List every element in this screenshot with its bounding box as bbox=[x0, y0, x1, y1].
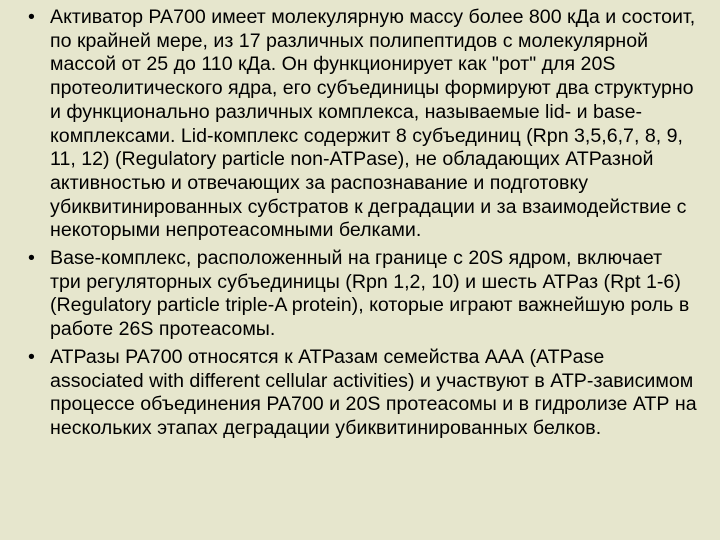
bullet-item-atpases bbox=[28, 346, 698, 441]
bullet-text: АТРазы PA700 относятся к АТРазам семейства ААА (ATPase associated with different cellular activities) и участвуют в АТР-зависимом процессе объединения PA700 и 20S протеасомы и в гидролизе АТР на нескольких этапах деградации убиквитинированных белков. bbox=[50, 345, 697, 439]
bullet-icon: • bbox=[28, 345, 35, 368]
bullet-text: Активатор PA700 имеет молекулярную массу более 800 кДа и состоит, по крайней мере, из 17 различных полипептидов с молекулярной массой от 25 до 110 кДа. Он функционирует как "рот" для 20S протеолитического ядра, его субъединицы формируют два структурно и функционально различных комплекса, называемые lid- и base-комплексами. Lid-комплекс содержит 8 субъединиц (Rpn 3,5,6,7, 8, 9, 11, 12) (Regulatory particle non-ATPase), не обладающих АТРазной активностью и отвечающих за распознавание и подготовку убиквитинированных субстратов к деградации и за взаимодействие с некоторыми непротеасомными белками. bbox=[50, 6, 696, 242]
bullet-list bbox=[28, 6, 698, 441]
bullet-text: Base-комплекс, расположенный на границе с 20S ядром, включает три регуляторных субъединицы (Rpn 1,2, 10) и шесть АТРаз (Rpt 1-6) (Regulatory particle triple-A protein), которые играют важнейшую роль в работе 26S протеасомы. bbox=[50, 247, 690, 341]
bullet-item-base-complex bbox=[28, 247, 698, 342]
bullet-icon: • bbox=[28, 247, 35, 270]
bullet-item-pa700-overview bbox=[28, 6, 698, 243]
bullet-icon: • bbox=[28, 6, 35, 28]
